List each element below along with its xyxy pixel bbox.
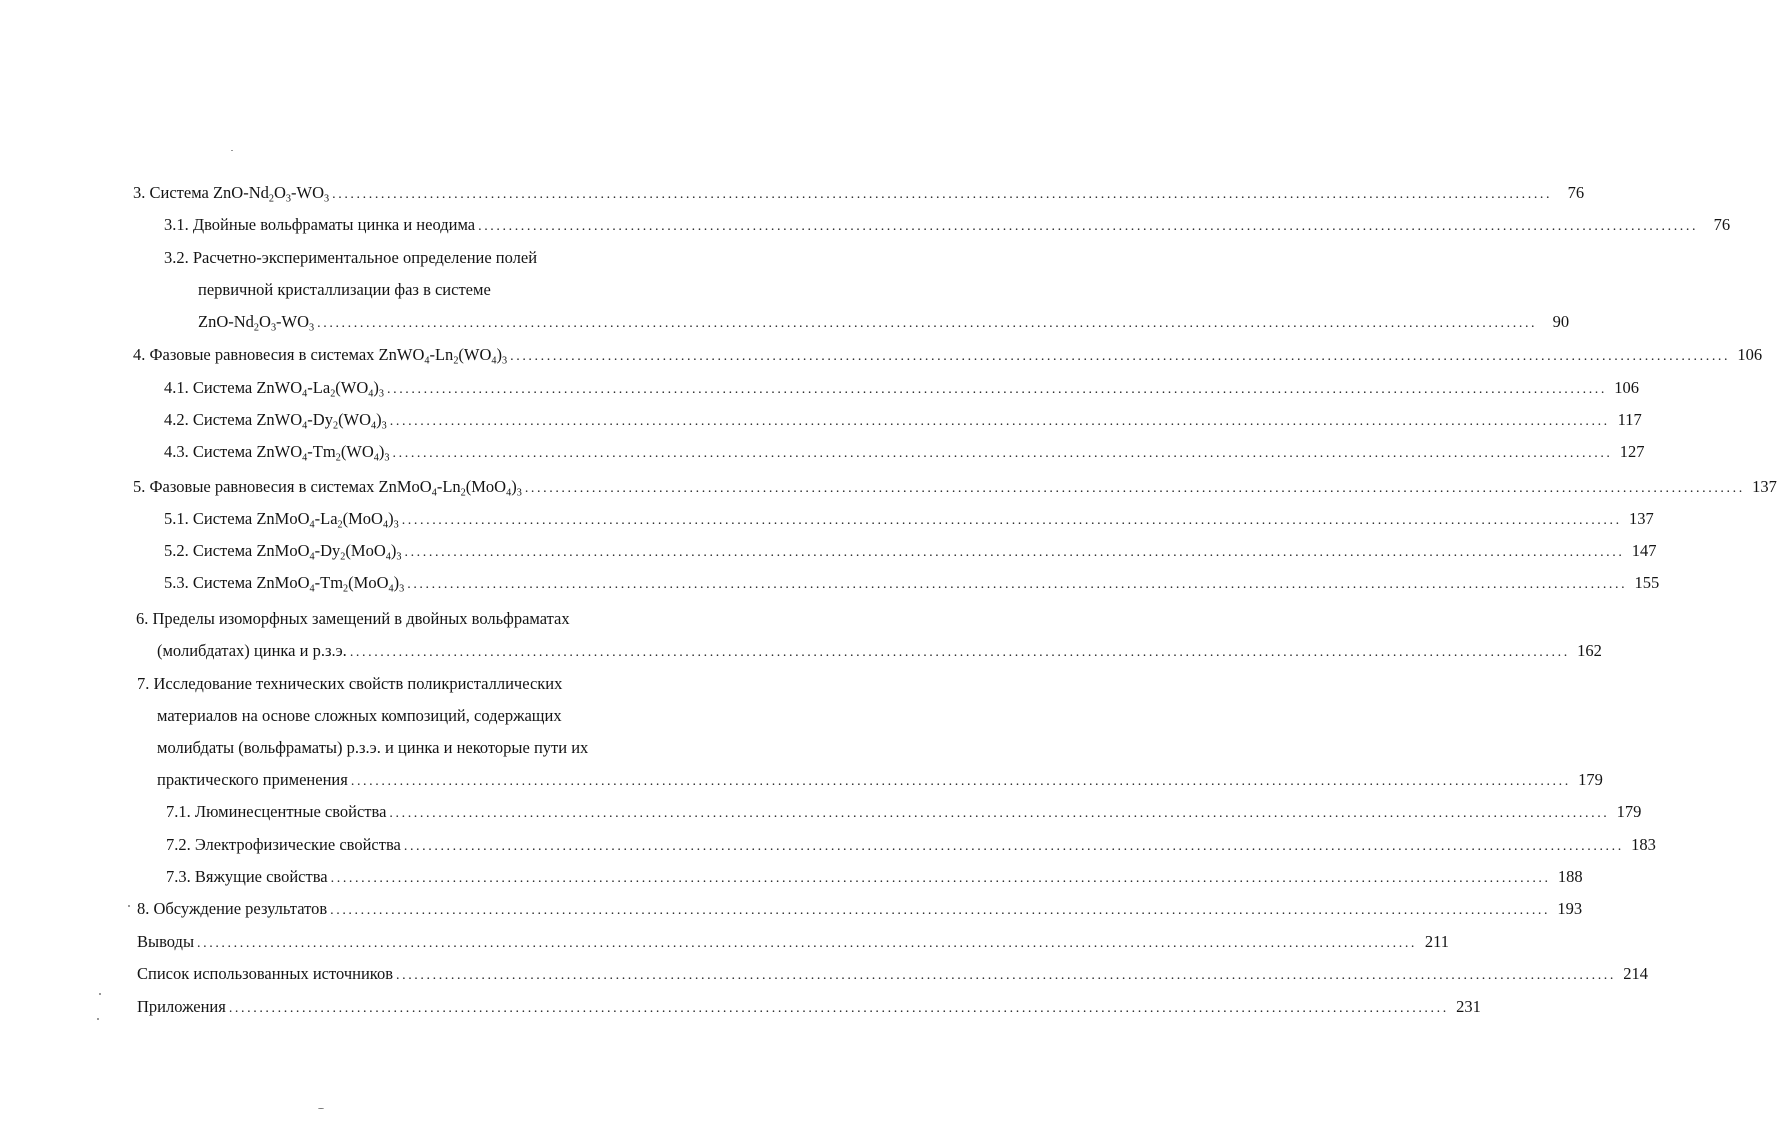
toc-page-number: 214 (1623, 964, 1648, 983)
toc-page-number: 179 (1578, 770, 1603, 789)
scan-speck (97, 1018, 99, 1020)
toc-page-number: 117 (1617, 410, 1642, 429)
toc-page-number: 137 (1628, 509, 1654, 528)
toc-entry-title: Список использованных источников (137, 964, 393, 983)
dot-leader: ........................................................................................................................................................................................................ (403, 839, 1624, 854)
toc-entry-7-line-1: 7. Исследование технических свойств поликристаллических (137, 674, 563, 693)
dot-leader: ........................................................................................................................................................................................................ (524, 481, 1745, 496)
toc-entry-4-1[interactable] (164, 377, 1639, 400)
toc-entry-title: 3.1. Двойные вольфраматы цинка и неодима (164, 215, 476, 234)
toc-page-number: 211 (1424, 932, 1450, 951)
toc-page-number: 90 (1552, 312, 1570, 331)
dot-leader: ........................................................................................................................................................................................................ (510, 349, 1731, 364)
toc-entry-3-2-line-2: первичной кристаллизации фаз в системе (198, 280, 491, 299)
toc-entry-title: 5.3. Система $ZnMoO_4-Tm_2(MoO_4)_3$ (164, 573, 405, 595)
toc-entry-title: 4.2. Система $ZnWO_4-Dy_2(WO_4)_3$ (164, 410, 387, 432)
toc-entry-title: практического применения (157, 770, 348, 789)
toc-page-number: 147 (1631, 541, 1657, 560)
toc-entry-7-3[interactable] (166, 866, 1583, 888)
toc-entry-5-3[interactable] (164, 572, 1660, 595)
dot-leader: ........................................................................................................................................................................................................ (401, 513, 1622, 528)
dot-leader: ........................................................................................................................................................................................................ (330, 871, 1551, 886)
dot-leader: ........................................................................................................................................................................................................ (228, 1001, 1449, 1016)
toc-entry-title: 5.1. Система $ZnMoO_4-La_2(MoO_4)_3$ (164, 509, 399, 531)
toc-entry-title: 8. Обсуждение результатов (137, 899, 328, 918)
toc-entry-title: 7.3. Вяжущие свойства (166, 867, 328, 886)
dot-leader: ........................................................................................................................................................................................................ (389, 414, 1610, 429)
scan-speck (231, 150, 233, 151)
toc-entry-8[interactable] (137, 898, 1583, 920)
dot-leader: ........................................................................................................................................................................................................ (389, 806, 1610, 821)
toc-entry-title: 7.2. Электрофизические свойства (166, 835, 401, 854)
toc-entry-title: 3. Система ZnO-$Nd_2O_3-WO_3$ (133, 183, 330, 205)
toc-page-number: 188 (1557, 867, 1583, 886)
dot-leader: ........................................................................................................................................................................................................ (396, 968, 1616, 983)
toc-entry-title: (молибдатах) цинка и р.з.э. (157, 641, 347, 660)
dot-leader: ........................................................................................................................................................................................................ (317, 316, 1538, 331)
toc-entry-title: 4.1. Система $ZnWO_4-La_2(WO_4)_3$ (164, 378, 384, 400)
toc-entry-6-line-1: 6. Пределы изоморфных замещений в двойных вольфраматах (136, 609, 570, 628)
toc-page-number: 155 (1634, 573, 1660, 592)
toc-entry-3-2-line-1: 3.2. Расчетно-экспериментальное определение полей (164, 248, 538, 267)
toc-entry-7-1[interactable] (166, 801, 1642, 823)
dot-leader: ........................................................................................................................................................................................................ (387, 382, 1607, 397)
toc-page-number: 179 (1616, 802, 1642, 821)
toc-entry-7[interactable] (157, 769, 1603, 791)
toc-entry-appendices[interactable] (137, 996, 1481, 1018)
dot-leader: ........................................................................................................................................................................................................ (349, 645, 1570, 660)
toc-entry-title: 4.3. Система $ZnWO_4-Tm_2(WO_4)_3$ (164, 442, 390, 464)
dot-leader: ........................................................................................................................................................................................................ (197, 936, 1418, 951)
toc-entry-3-2[interactable] (198, 311, 1570, 334)
scan-speck (318, 1108, 324, 1109)
toc-page-number: 231 (1456, 997, 1481, 1016)
toc-entry-title: ZnO-$Nd_2O_3-WO_3$ (198, 312, 315, 334)
toc-entry-conclusions[interactable] (137, 931, 1450, 953)
toc-entry-3[interactable] (133, 182, 1585, 205)
scan-speck (128, 905, 130, 907)
toc-page-number: 193 (1557, 899, 1583, 918)
toc-entry-4-2[interactable] (164, 409, 1642, 432)
toc-page-number: 127 (1619, 442, 1645, 461)
toc-page-number: 106 (1737, 345, 1763, 364)
dot-leader: ........................................................................................................................................................................................................ (392, 446, 1613, 461)
dot-leader: ........................................................................................................................................................................................................ (404, 545, 1625, 560)
toc-entry-5-1[interactable] (164, 508, 1654, 531)
toc-entry-3-1[interactable] (164, 214, 1731, 236)
toc-entry-6[interactable] (157, 640, 1602, 662)
toc-page-number: 76 (1713, 215, 1731, 234)
dot-leader: ........................................................................................................................................................................................................ (330, 903, 1551, 918)
toc-entry-title: Приложения (137, 997, 226, 1016)
toc-page-number: 137 (1752, 477, 1777, 496)
toc-page-number: 106 (1614, 378, 1639, 397)
toc-entry-7-line-3: молибдаты (вольфраматы) р.з.э. и цинка и некоторые пути их (157, 738, 589, 757)
toc-page-number: 162 (1577, 641, 1602, 660)
toc-entry-title: 5. Фазовые равновесия в системах $ZnMoO_4-Ln_2(MoO_4)_3$ (133, 477, 522, 499)
toc-entry-7-line-2: материалов на основе сложных композиций, содержащих (157, 706, 562, 725)
dot-leader: ........................................................................................................................................................................................................ (350, 774, 1571, 789)
toc-entry-4-3[interactable] (164, 441, 1645, 464)
toc-entry-title: 4. Фазовые равновесия в системах $ZnWO_4-Ln_2(WO_4)_3$ (133, 345, 508, 367)
toc-entry-4[interactable] (133, 344, 1763, 367)
toc-entry-5[interactable] (133, 476, 1777, 499)
scan-speck (99, 993, 101, 995)
toc-entry-7-2[interactable] (166, 834, 1656, 856)
toc-page-number: 183 (1631, 835, 1656, 854)
dot-leader: ........................................................................................................................................................................................................ (332, 187, 1553, 202)
toc-entry-5-2[interactable] (164, 540, 1657, 563)
toc-entry-title: 5.2. Система $ZnMoO_4-Dy_2(MoO_4)_3$ (164, 541, 402, 563)
dot-leader: ........................................................................................................................................................................................................ (407, 577, 1628, 592)
dot-leader: ........................................................................................................................................................................................................ (478, 219, 1699, 234)
toc-entry-title: Выводы (137, 932, 195, 951)
toc-entry-title: 7.1. Люминесцентные свойства (166, 802, 387, 821)
toc-page-number: 76 (1567, 183, 1585, 202)
toc-entry-references[interactable] (137, 963, 1648, 985)
